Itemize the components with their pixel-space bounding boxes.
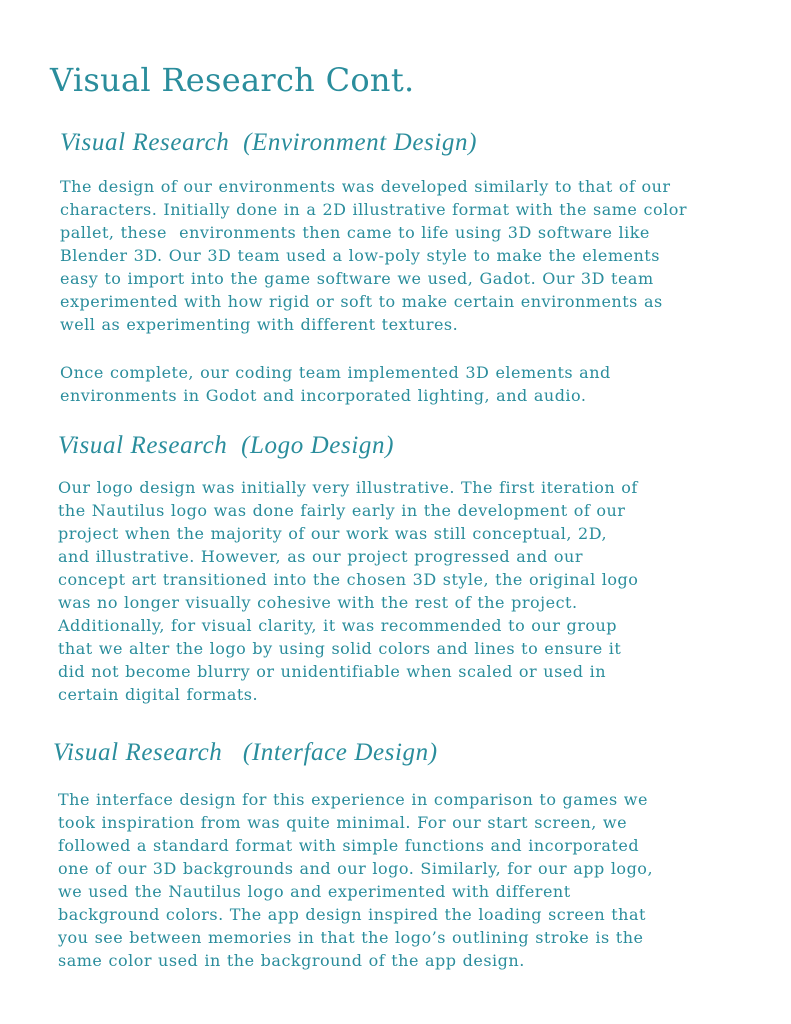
text-line: followed a standard format with simple functions and incorporated — [58, 836, 640, 855]
text-line: we used the Nautilus logo and experimented with different — [58, 882, 571, 901]
text-line: same color used in the background of the app design. — [58, 951, 525, 970]
paragraph-logo-design — [58, 476, 638, 706]
text-line: Once complete, our coding team implemented 3D elements and — [60, 363, 611, 382]
text-line: background colors. The app design inspired the loading screen that — [58, 905, 646, 924]
text-line: characters. Initially done in a 2D illustrative format with the same color — [60, 200, 687, 219]
text-line: certain digital formats. — [58, 685, 259, 704]
text-line: took inspiration from was quite minimal. For our start screen, we — [58, 813, 628, 832]
section-heading-interface-design: Visual Research (Interface Design) — [53, 739, 438, 766]
text-line: was no longer visually cohesive with the rest of the project. — [58, 593, 578, 612]
text-line: and illustrative. However, as our project progressed and our — [58, 547, 583, 566]
text-line: you see between memories in that the logo’s outlining stroke is the — [58, 928, 644, 947]
text-line: that we alter the logo by using solid colors and lines to ensure it — [58, 639, 622, 658]
text-line: Our logo design was initially very illustrative. The first iteration of — [58, 478, 638, 497]
text-line: one of our 3D backgrounds and our logo. Similarly, for our app logo, — [58, 859, 654, 878]
paragraph-interface-design — [58, 788, 653, 972]
text-line: did not become blurry or unidentifiable when scaled or used in — [58, 662, 606, 681]
text-line: well as experimenting with different textures. — [60, 315, 459, 334]
text-line: Blender 3D. Our 3D team used a low-poly style to make the elements — [60, 246, 660, 265]
text-line: project when the majority of our work was still conceptual, 2D, — [58, 524, 608, 543]
page-title: Visual Research Cont. — [50, 61, 415, 99]
paragraph-environment-design-2 — [60, 361, 611, 407]
text-line: concept art transitioned into the chosen 3D style, the original logo — [58, 570, 639, 589]
text-line: pallet, these environments then came to life using 3D software like — [60, 223, 650, 242]
section-heading-logo-design: Visual Research (Logo Design) — [58, 432, 395, 459]
text-line: experimented with how rigid or soft to make certain environments as — [60, 292, 663, 311]
section-heading-environment-design: Visual Research (Environment Design) — [60, 129, 478, 156]
text-line: The interface design for this experience in comparison to games we — [58, 790, 648, 809]
text-line: The design of our environments was developed similarly to that of our — [60, 177, 671, 196]
paragraph-environment-design-1 — [60, 175, 687, 336]
text-line: easy to import into the game software we used, Gadot. Our 3D team — [60, 269, 654, 288]
text-line: environments in Godot and incorporated lighting, and audio. — [60, 386, 587, 405]
text-line: Additionally, for visual clarity, it was recommended to our group — [58, 616, 618, 635]
text-line: the Nautilus logo was done fairly early in the development of our — [58, 501, 626, 520]
